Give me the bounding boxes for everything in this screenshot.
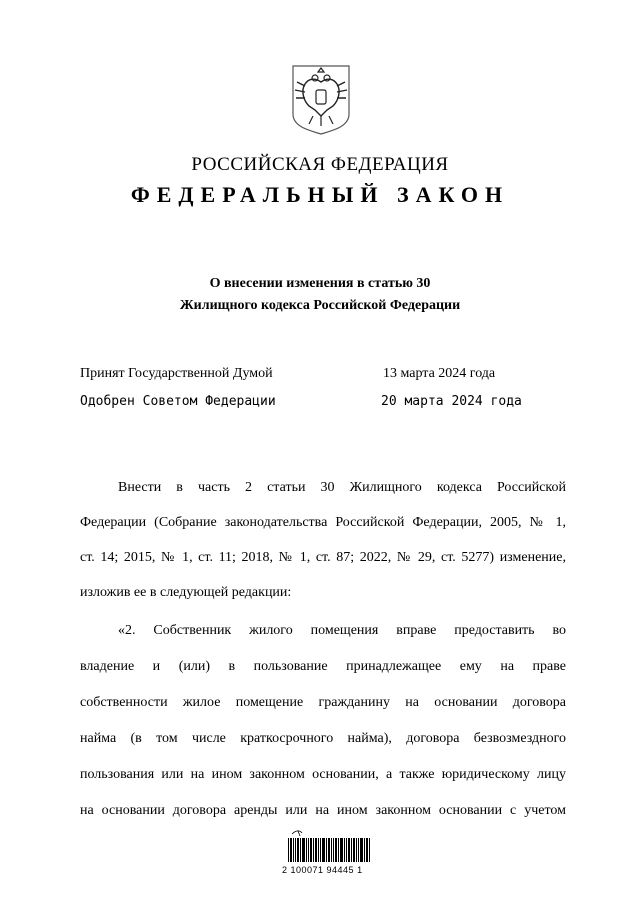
law-subject-line-1: О внесении изменения в статью 30 — [209, 276, 431, 291]
body-line: найма (в том числе краткосрочного найма), договора безвозмездного — [80, 731, 566, 746]
body-line: Внести в часть 2 статьи 30 Жилищного кодекса Российской — [118, 480, 566, 495]
body-line: пользования или на ином законном основании, а также юридическому лицу — [80, 767, 566, 782]
council-approval-label: Одобрен Советом Федерации — [80, 394, 276, 409]
law-subject — [0, 273, 640, 317]
body-line: изложив ее в следующей редакции: — [80, 585, 292, 600]
council-approval-date: 20 марта 2024 года — [381, 394, 522, 409]
body-line: «2. Собственник жилого помещения вправе предоставить во — [118, 623, 566, 638]
body-line: ст. 14; 2015, № 1, ст. 11; 2018, № 1, ст. 87; 2022, № 29, ст. 5277) изменение, — [80, 550, 566, 565]
country-name: РОССИЙСКАЯ ФЕДЕРАЦИЯ — [191, 154, 449, 175]
document-type-title: ФЕДЕРАЛЬНЫЙ ЗАКОН — [130, 182, 510, 207]
body-line: владение и (или) в пользование принадлежащее ему на праве — [80, 659, 566, 674]
body-line: собственности жилое помещение гражданину на основании договора — [80, 695, 566, 710]
duma-adoption-label: Принят Государственной Думой — [80, 366, 273, 381]
state-emblem-icon — [289, 64, 353, 136]
body-line: на основании договора аренды или на ином законном основании с учетом — [80, 803, 566, 818]
barcode-image — [286, 828, 372, 864]
duma-adoption-date: 13 марта 2024 года — [383, 366, 496, 381]
body-line: Федерации (Собрание законодательства Российской Федерации, 2005, № 1, — [80, 515, 566, 530]
law-subject-line-2: Жилищного кодекса Российской Федерации — [179, 298, 461, 313]
barcode-number: 2 100071 94445 1 — [282, 865, 363, 875]
